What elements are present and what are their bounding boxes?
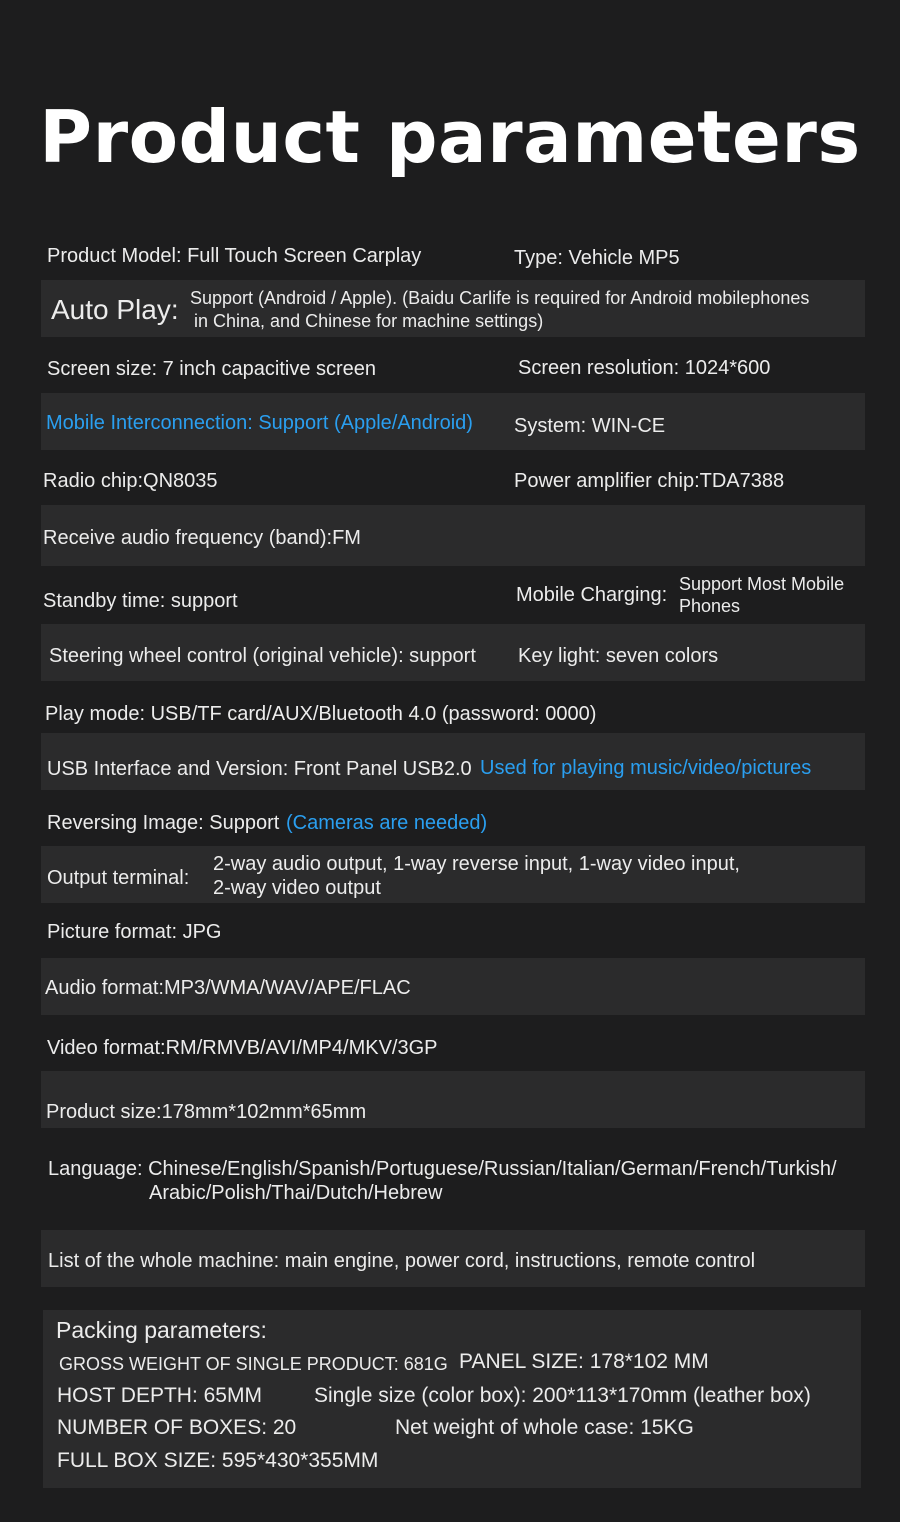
net-weight-text: Net weight of whole case: 15KG — [395, 1416, 694, 1439]
single-size-text: Single size (color box): 200*113*170mm (leather box) — [314, 1384, 811, 1407]
number-of-boxes-text: NUMBER OF BOXES: 20 — [57, 1416, 297, 1439]
product-size-text: Product size:178mm*102mm*65mm — [46, 1101, 367, 1123]
output-terminal-label: Output terminal: — [47, 867, 190, 889]
language-line2: Arabic/Polish/Thai/Dutch/Hebrew — [149, 1182, 443, 1204]
product-model-text: Product Model: Full Touch Screen Carplay — [47, 245, 422, 267]
key-light-text: Key light: seven colors — [518, 645, 719, 667]
reversing-note-text: (Cameras are needed) — [286, 812, 488, 834]
video-format-text: Video format:RM/RMVB/AVI/MP4/MKV/3GP — [47, 1037, 438, 1059]
picture-format-text: Picture format: JPG — [47, 921, 222, 943]
mobile-interconnection-text: Mobile Interconnection: Support (Apple/Android) — [46, 412, 473, 434]
host-depth-text: HOST DEPTH: 65MM — [57, 1384, 262, 1407]
whole-machine-text: List of the whole machine: main engine, power cord, instructions, remote control — [48, 1250, 756, 1272]
system-text: System: WIN-CE — [514, 415, 666, 437]
mobile-charging-line2: Phones — [679, 596, 741, 616]
radio-chip-text: Radio chip:QN8035 — [43, 470, 218, 492]
language-line1: Language: Chinese/English/Spanish/Portuguese/Russian/Italian/German/French/Turkish/ — [48, 1158, 837, 1180]
usb-interface-text: USB Interface and Version: Front Panel USB2.0 — [47, 758, 472, 780]
output-terminal-line2: 2-way video output — [213, 877, 381, 899]
output-terminal-line1: 2-way audio output, 1-way reverse input, 1-way video input, — [213, 853, 740, 875]
packing-heading: Packing parameters: — [56, 1317, 267, 1343]
auto-play-line1: Support (Android / Apple). (Baidu Carlife is required for Android mobilephones — [190, 288, 810, 308]
play-mode-text: Play mode: USB/TF card/AUX/Bluetooth 4.0 (password: 0000) — [45, 703, 597, 725]
audio-format-text: Audio format:MP3/WMA/WAV/APE/FLAC — [45, 977, 411, 999]
panel-size-text: PANEL SIZE: 178*102 MM — [459, 1350, 709, 1373]
receive-audio-text: Receive audio frequency (band):FM — [43, 527, 361, 549]
reversing-image-text: Reversing Image: Support — [47, 812, 280, 834]
screen-size-text: Screen size: 7 inch capacitive screen — [47, 358, 377, 380]
full-box-size-text: FULL BOX SIZE: 595*430*355MM — [57, 1449, 379, 1472]
auto-play-label: Auto Play: — [51, 294, 179, 325]
gross-weight-text: GROSS WEIGHT OF SINGLE PRODUCT: 681G — [59, 1354, 448, 1374]
steering-wheel-text: Steering wheel control (original vehicle): support — [49, 645, 476, 667]
standby-time-text: Standby time: support — [43, 590, 238, 612]
mobile-charging-line1: Support Most Mobile — [679, 574, 845, 594]
usb-note-text: Used for playing music/video/pictures — [480, 757, 812, 779]
power-amp-chip-text: Power amplifier chip:TDA7388 — [514, 470, 785, 492]
page-title: Product parameters — [39, 95, 861, 179]
type-text: Type: Vehicle MP5 — [514, 247, 680, 269]
auto-play-line2: in China, and Chinese for machine settings) — [194, 311, 544, 331]
screen-resolution-text: Screen resolution: 1024*600 — [518, 357, 771, 379]
mobile-charging-label: Mobile Charging: — [516, 584, 668, 606]
